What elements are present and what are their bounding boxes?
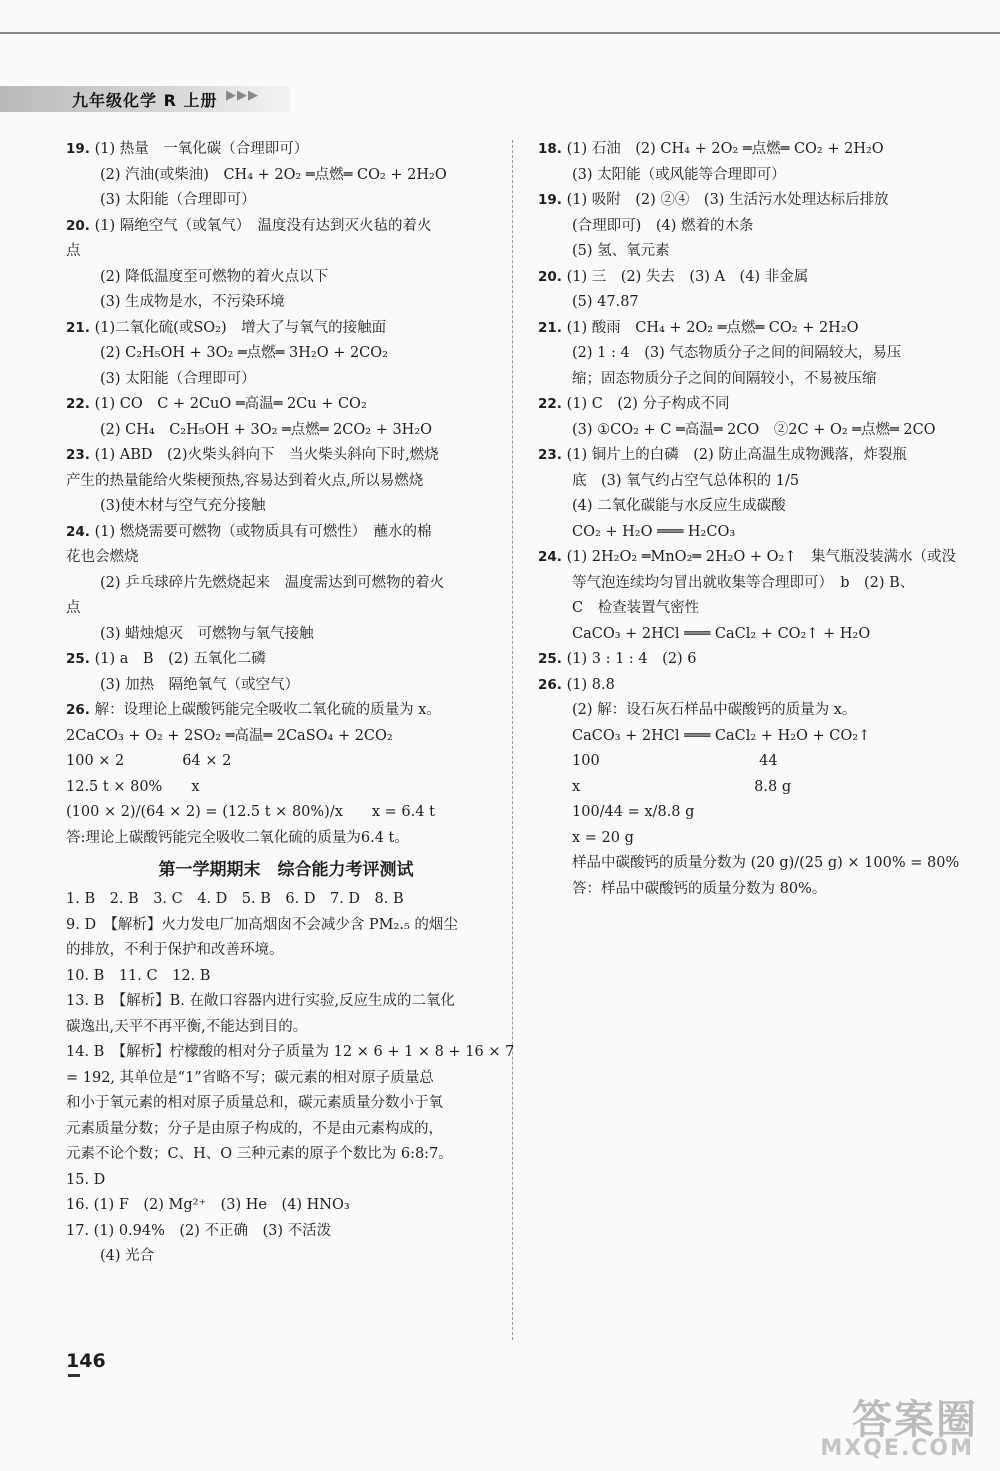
answer-line: [66, 164, 506, 190]
answer-line: [66, 189, 506, 215]
answer-text: x = 20 g: [572, 829, 634, 846]
answer-line: [66, 990, 506, 1016]
answer-line: [66, 939, 506, 965]
answer-text: CO₂ + H₂O ═══ H₂CO₃: [572, 523, 736, 540]
answer-text: (2) 汽油(或柴油) CH₄ + 2O₂ ═点燃═ CO₂ + 2H₂O: [100, 166, 447, 183]
top-rule: [0, 32, 1000, 34]
answer-line: [66, 444, 506, 470]
answer-text: (2) C₂H₅OH + 3O₂ ═点燃═ 3H₂O + 2CO₂: [100, 345, 388, 361]
answer-line: [66, 1220, 506, 1246]
answer-text: (2) 降低温度至可燃物的着火点以下: [100, 268, 329, 285]
answer-text: 解：设理论上碳酸钙能完全吸收二氧化硫的质量为 x。: [94, 702, 441, 718]
answer-line: [66, 368, 506, 394]
question-number: 20.: [66, 217, 95, 234]
question-number: 23.: [66, 447, 95, 463]
answer-text: (3) 蜡烛熄灭 可燃物与氧气接触: [100, 625, 314, 642]
answer-text: (1) 热量 一氧化碳（合理即可）: [94, 141, 309, 157]
answer-text: (2) 解：设石灰石样品中碳酸钙的质量为 x。: [572, 702, 857, 718]
answer-line: [66, 597, 506, 623]
answer-text: (1) 吸附 (2) ②④ (3) 生活污水处理达标后排放: [566, 192, 889, 208]
answer-text: (5) 47.87: [572, 294, 639, 310]
answer-line: [66, 1041, 515, 1067]
answer-text: 13. B 【解析】B. 在敞口容器内进行实验,反应生成的二氧化: [66, 993, 456, 1009]
answer-line: [66, 138, 506, 164]
answer-line: [538, 623, 978, 649]
answer-line: [66, 1092, 506, 1118]
answer-text: 元素不论个数；C、H、O 三种元素的原子个数比为 6:8:7。: [66, 1146, 453, 1162]
answer-line: [66, 1169, 506, 1195]
answer-line: [66, 470, 506, 496]
answer-line: [66, 240, 506, 266]
answer-text: 等气泡连续均匀冒出就收集等合理即可） b (2) B、: [572, 574, 915, 591]
page-number: 146: [66, 1350, 106, 1372]
answer-text: (100 × 2)/(64 × 2) = (12.5 t × 80%)/x x = 6.4 t: [66, 804, 435, 820]
answer-text: 14. B 【解析】柠檬酸的相对分子质量为 12 × 6 + 1 × 8 + 16 × 7: [66, 1044, 515, 1060]
answer-line: [66, 266, 506, 292]
header-title: 九年级化学 R 上册: [72, 91, 218, 110]
answer-text: 9. D 【解析】火力发电厂加高烟囱不会减少含 PM₂.₅ 的烟尘: [66, 916, 458, 933]
question-number: 25.: [66, 651, 95, 667]
answer-line: [66, 965, 506, 991]
answer-line: [538, 546, 978, 572]
answer-text: (4) 光合: [100, 1248, 155, 1264]
question-number: 24.: [538, 549, 567, 565]
answer-text: = 192, 其单位是“1”省略不写；碳元素的相对原子质量总: [66, 1069, 434, 1086]
answer-line: [538, 878, 978, 904]
answer-text: C 检查装置气密性: [572, 600, 700, 616]
answer-text: 100 × 2 64 × 2: [66, 753, 232, 769]
question-number: 22.: [66, 396, 95, 412]
answer-line: [538, 419, 978, 445]
answer-line: [538, 776, 978, 802]
left-answers: [66, 138, 506, 852]
answer-text: (1) 2H₂O₂ ═MnO₂═ 2H₂O + O₂↑ 集气瓶没装满水（或没: [566, 549, 957, 565]
answer-line: [66, 776, 506, 802]
answer-text: (4) 二氧化碳能与水反应生成碳酸: [572, 498, 786, 514]
answer-text: (1) 三 (2) 失去 (3) A (4) 非金属: [566, 268, 809, 285]
question-number: 26.: [538, 676, 567, 693]
answer-line: [66, 317, 506, 343]
question-number: 19.: [66, 141, 95, 157]
answer-line: [538, 164, 978, 190]
answer-line: [66, 623, 506, 649]
answer-line: [66, 914, 506, 940]
answer-line: [538, 725, 978, 751]
question-number: 20.: [538, 268, 567, 285]
answer-line: [66, 801, 506, 827]
answer-line: [538, 674, 978, 700]
answer-text: (3) 太阳能（合理即可）: [100, 192, 256, 208]
answer-line: [538, 470, 978, 496]
answer-line: [538, 597, 978, 623]
answer-line: [538, 342, 978, 368]
answer-text: (1) 燃烧需要可燃物（或物质具有可燃性） 蘸水的棉: [94, 523, 432, 540]
answer-line: [66, 827, 506, 853]
answer-text: 点: [66, 243, 81, 259]
answer-text: 12.5 t × 80% x: [66, 778, 200, 795]
answer-line: [538, 138, 978, 164]
answer-text: (1) 隔绝空气（或氧气） 温度没有达到灭火毡的着火: [94, 217, 432, 234]
answer-text: (1) CO C + 2CuO ═高温═ 2Cu + CO₂: [94, 396, 367, 412]
answer-text: 10. B 11. C 12. B: [66, 967, 211, 984]
answer-text: 17. (1) 0.94% (2) 不正确 (3) 不活泼: [66, 1222, 332, 1239]
answer-text: 16. (1) F (2) Mg²⁺ (3) He (4) HNO₃: [66, 1197, 350, 1213]
answer-line: [66, 699, 506, 725]
answer-line: [538, 393, 978, 419]
answer-line: [538, 240, 978, 266]
answer-text: (1) 石油 (2) CH₄ + 2O₂ ═点燃═ CO₂ + 2H₂O: [566, 141, 884, 157]
answer-text: (3) ①CO₂ + C ═高温═ 2CO ②2C + O₂ ═点燃═ 2CO: [572, 421, 936, 438]
right-column: [538, 138, 978, 903]
question-number: 26.: [66, 702, 95, 718]
question-number: 24.: [66, 523, 95, 540]
answer-text: 缩；固态物质分子之间的间隔较小，不易被压缩: [572, 370, 877, 387]
answer-text: 答:理论上碳酸钙能完全吸收二氧化硫的质量为6.4 t。: [66, 829, 409, 846]
answer-line: [66, 1016, 506, 1042]
answer-line: [66, 546, 506, 572]
answer-text: (1) 铜片上的白磷 (2) 防止高温生成物溅落，炸裂瓶: [566, 447, 907, 463]
answer-line: [66, 1118, 506, 1144]
answer-text: 100/44 = x/8.8 g: [572, 804, 695, 820]
question-number: 25.: [538, 651, 567, 667]
answer-text: 碳逸出,天平不再平衡,不能达到目的。: [66, 1018, 308, 1035]
answer-text: (2) CH₄ C₂H₅OH + 3O₂ ═点燃═ 2CO₂ + 3H₂O: [100, 421, 433, 438]
answer-text: 15. D: [66, 1171, 106, 1188]
answer-line: [66, 888, 506, 914]
answer-text: 花也会燃烧: [66, 549, 139, 565]
answer-line: [538, 215, 978, 241]
answer-line: [66, 342, 506, 368]
answer-text: 底 (3) 氧气约占空气总体积的 1/5: [572, 472, 800, 489]
answer-line: [66, 419, 506, 445]
answer-text: (1) 酸雨 CH₄ + 2O₂ ═点燃═ CO₂ + 2H₂O: [566, 319, 859, 336]
answer-text: (5) 氢、氧元素: [572, 243, 670, 259]
answer-line: [66, 1194, 506, 1220]
answer-line: [66, 750, 506, 776]
answer-line: [538, 750, 978, 776]
question-number: 21.: [66, 319, 95, 336]
answer-text: (3) 太阳能（或风能等合理即可）: [572, 166, 786, 183]
answer-line: [66, 215, 506, 241]
answer-line: [538, 572, 978, 598]
answer-text: (1) ABD (2)火柴头斜向下 当火柴头斜向下时,燃烧: [94, 447, 439, 463]
answer-line: [66, 1245, 506, 1271]
answer-line: [66, 648, 506, 674]
answer-line: [538, 801, 978, 827]
answer-line: [66, 393, 506, 419]
answer-line: [538, 699, 978, 725]
answer-text: 元素质量分数；分子是由原子构成的，不是由元素构成的，: [66, 1120, 443, 1137]
answer-text: CaCO₃ + 2HCl ═══ CaCl₂ + CO₂↑ + H₂O: [572, 625, 871, 642]
watermark-url: MXQE.COM: [820, 1436, 974, 1461]
answer-line: [538, 495, 978, 521]
right-answers: [538, 138, 978, 903]
answer-line: [538, 368, 978, 394]
answer-line: [538, 852, 978, 878]
answer-text: 产生的热量能给火柴梗预热,容易达到着火点,所以易燃烧: [66, 472, 424, 489]
answer-text: (合理即可) (4) 燃着的木条: [572, 217, 754, 234]
answer-line: [66, 495, 506, 521]
answer-line: [66, 1067, 506, 1093]
answer-text: 答：样品中碳酸钙的质量分数为 80%。: [572, 880, 827, 897]
answer-text: (3) 太阳能（合理即可）: [100, 370, 256, 387]
answer-text: 样品中碳酸钙的质量分数为 (20 g)/(25 g) × 100% = 80%: [572, 855, 960, 871]
answer-text: 100 44: [572, 753, 778, 769]
answer-text: 点: [66, 600, 81, 616]
answer-text: (1) 3 : 1 : 4 (2) 6: [566, 651, 697, 667]
answer-line: [538, 648, 978, 674]
answer-line: [66, 291, 506, 317]
answer-text: (3) 加热 隔绝氧气（或空气）: [100, 676, 300, 693]
answer-line: [66, 1143, 506, 1169]
answer-text: 2CaCO₃ + O₂ + 2SO₂ ═高温═ 2CaSO₄ + 2CO₂: [66, 727, 393, 744]
question-number: 18.: [538, 141, 567, 157]
question-number: 19.: [538, 192, 567, 208]
section-title: 第一学期期末 综合能力考评测试: [158, 860, 414, 880]
question-number: 23.: [538, 447, 567, 463]
answer-text: x 8.8 g: [572, 778, 792, 795]
column-divider: [512, 140, 513, 1340]
answer-text: (1) a B (2) 五氧化二磷: [94, 651, 266, 667]
left-column: [66, 138, 515, 1271]
exam-answers: [66, 888, 515, 1271]
header-arrows: ▶▶▶: [226, 88, 259, 103]
answer-text: CaCO₃ + 2HCl ═══ CaCl₂ + H₂O + CO₂↑: [572, 727, 871, 744]
answer-text: (2) 1 : 4 (3) 气态物质分子之间的间隔较大，易压: [572, 345, 902, 361]
answer-text: (3) 生成物是水，不污染环境: [100, 294, 285, 310]
answer-line: [538, 521, 978, 547]
answer-text: (1) C (2) 分子构成不同: [566, 396, 730, 412]
answer-text: (2) 乒乓球碎片先燃烧起来 温度需达到可燃物的着火: [100, 574, 445, 591]
answer-text: (3)使木材与空气充分接触: [100, 498, 266, 514]
answer-line: [66, 521, 506, 547]
answer-text: 和小于氧元素的相对原子质量总和，碳元素质量分数小于氧: [66, 1095, 443, 1111]
answer-text: (1) 8.8: [566, 676, 615, 693]
answer-line: [538, 444, 978, 470]
answer-line: [538, 266, 978, 292]
watermark-logo: 答案圈: [852, 1397, 978, 1443]
answer-text: (1)二氧化硫(或SO₂) 增大了与氧气的接触面: [94, 319, 387, 336]
answer-line: [538, 317, 978, 343]
answer-text: 的排放，不利于保护和改善环境。: [66, 942, 284, 958]
answer-text: 1. B 2. B 3. C 4. D 5. B 6. D 7. D 8. B: [66, 891, 404, 907]
page-number-bar: [68, 1374, 80, 1377]
answer-line: [66, 572, 506, 598]
answer-line: [538, 827, 978, 853]
question-number: 22.: [538, 396, 567, 412]
answer-line: [66, 674, 506, 700]
question-number: 21.: [538, 319, 567, 336]
answer-line: [538, 189, 978, 215]
answer-line: [538, 291, 978, 317]
answer-line: [66, 725, 506, 751]
